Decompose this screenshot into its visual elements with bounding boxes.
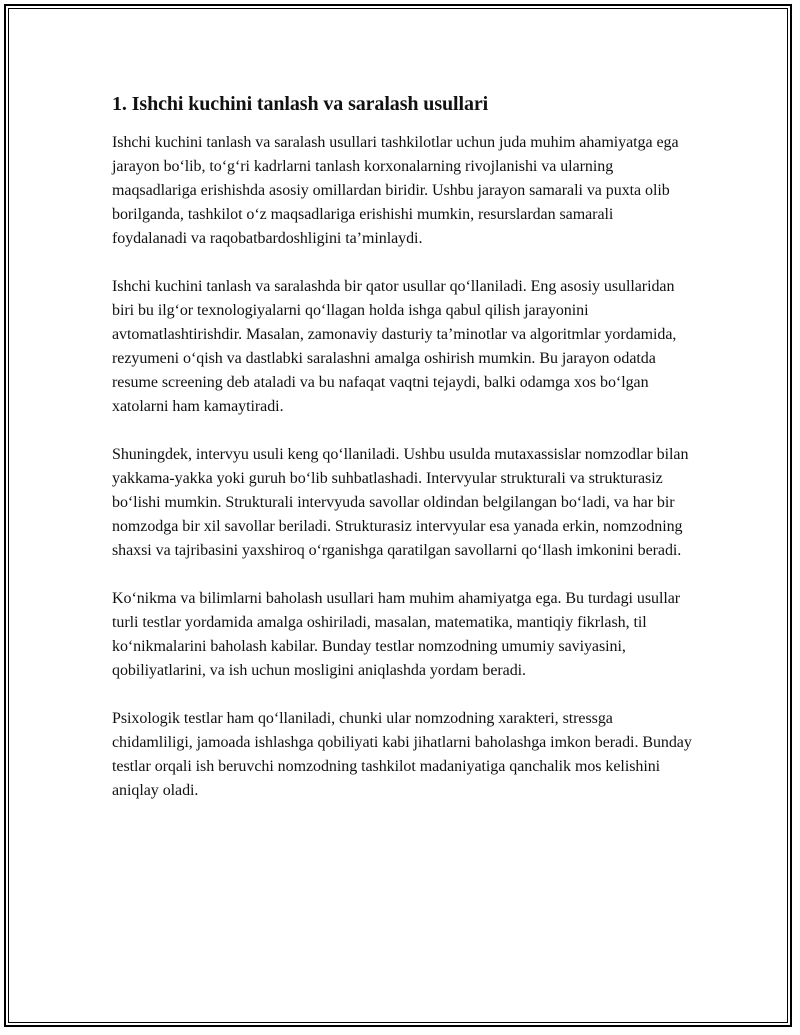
paragraph: Ishchi kuchini tanlash va saralash usullari tashkilotlar uchun juda muhim ahamiyatga ega jarayon bo‘lib, to‘g‘ri kadrlarni tanlash korxonalarning rivojlanishi va ularning maqsadlariga erishishda asosiy omillardan biridir. Ushbu jarayon samarali va puxta olib borilganda, tashkilot o‘z maqsadlariga erishishi mumkin, resurslardan samarali foydalanadi va raqobatbardoshligini ta’minlaydi. xyxy=(112,134,679,247)
paragraph: Shuningdek, intervyu usuli keng qo‘llaniladi. Ushbu usulda mutaxassislar nomzodlar bilan yakkama-yakka yoki guruh bo‘lib suhbatlashadi. Intervyular strukturali va strukturasiz bo‘lishi mumkin. Strukturali intervyuda savollar oldindan belgilangan bo‘ladi, va har bir nomzodga bir xil savollar beriladi. Strukturasiz intervyular esa yanada erkin, nomzodning shaxsi va tajribasini yaxshiroq o‘rganishga qaratilgan savollarni qo‘llash imkonini beradi. xyxy=(112,446,689,559)
document-body xyxy=(112,90,692,827)
paragraph: Ko‘nikma va bilimlarni baholash usullari ham muhim ahamiyatga ega. Bu turdagi usullar turli testlar yordamida amalga oshiriladi, masalan, matematika, mantiqiy fikrlash, til ko‘nikmalarini baholash kabilar. Bunday testlar nomzodning umumiy saviyasini, qobiliyatlarini, va ish uchun mosligini aniqlashda yordam beradi. xyxy=(112,590,681,679)
paragraph: Psixologik testlar ham qo‘llaniladi, chunki ular nomzodning xarakteri, stressga chidamliligi, jamoada ishlashga qobiliyati kabi jihatlarni baholashga imkon beradi. Bunday testlar orqali ish beruvchi nomzodning tashkilot madaniyatiga qanchalik mos kelishini aniqlay oladi. xyxy=(112,710,692,799)
section-heading: 1. Ishchi kuchini tanlash va saralash usullari xyxy=(112,93,489,115)
paragraph: Ishchi kuchini tanlash va saralashda bir qator usullar qo‘llaniladi. Eng asosiy usullaridan biri bu ilg‘or texnologiyalarni qo‘llagan holda ishga qabul qilish jarayonini avtomatlashtirishdir. Masalan, zamonaviy dasturiy ta’minotlar va algoritmlar yordamida, rezyumeni o‘qish va dastlabki saralashni amalga oshirish mumkin. Bu jarayon odatda resume screening deb ataladi va bu nafaqat vaqtni tejaydi, balki odamga xos bo‘lgan xatolarni ham kamaytiradi. xyxy=(112,278,677,415)
